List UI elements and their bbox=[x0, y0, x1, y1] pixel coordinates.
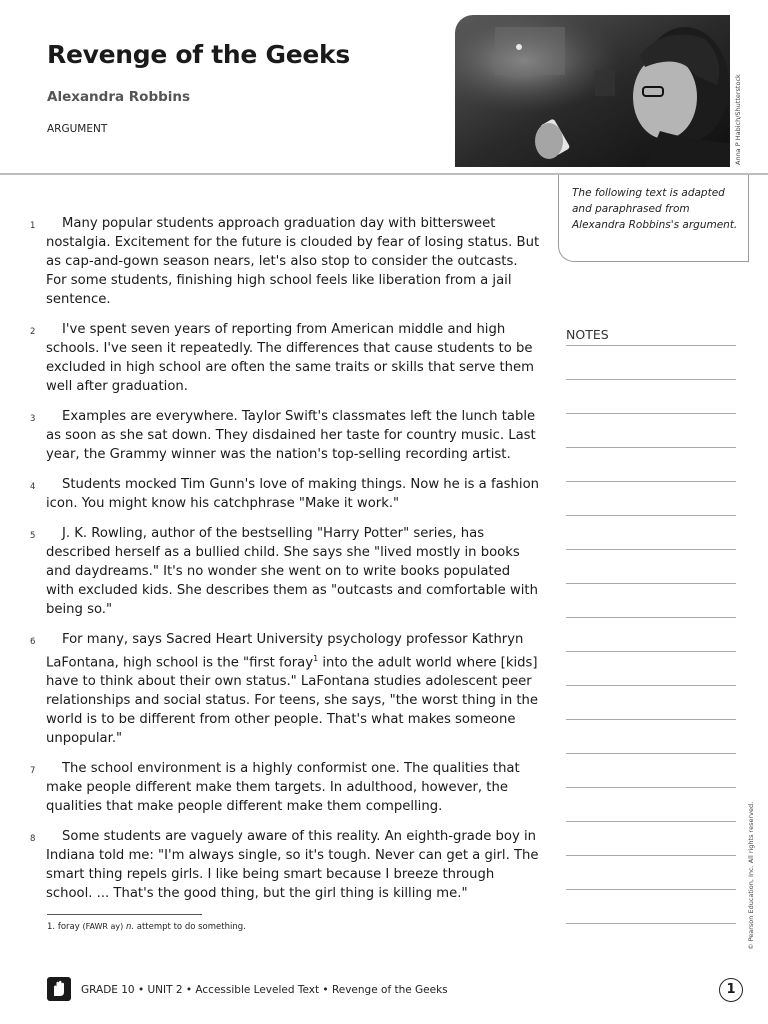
notes-line bbox=[566, 651, 736, 652]
intro-callout: The following text is adapted and paraphrased from Alexandra Robbins's argument. bbox=[558, 175, 749, 262]
notes-line bbox=[566, 685, 736, 686]
notes-line bbox=[566, 719, 736, 720]
paragraph bbox=[30, 320, 540, 396]
notes-line bbox=[566, 787, 736, 788]
notes-line bbox=[566, 821, 736, 822]
paragraph-text: Many popular students approach graduation day with bittersweet nostalgia. Excitement for the future is clouded by fear of losing status. But as cap-and-gown season nears, let's also stop to consider the outcasts. For some students, finishing high school feels like liberation from a jail sentence. bbox=[46, 216, 540, 307]
paragraph-text: Students mocked Tim Gunn's love of making things. Now he is a fashion icon. You might know his catchphrase "Make it work." bbox=[46, 477, 540, 511]
paragraph bbox=[30, 475, 540, 513]
paragraph-text: Examples are everywhere. Taylor Swift's classmates left the lunch table as soon as she sat down. They disdained her taste for country music. Last year, the Grammy winner was the nation's top-selling recording artist. bbox=[46, 409, 536, 462]
hand-icon bbox=[47, 977, 71, 1001]
paragraph-number: 4 bbox=[30, 482, 36, 492]
header-photo bbox=[455, 15, 730, 167]
paragraph bbox=[30, 827, 540, 903]
author-name: Alexandra Robbins bbox=[47, 89, 191, 105]
paragraph-text bbox=[46, 630, 540, 748]
footnote-pronunciation: (FAWR ay) bbox=[82, 922, 124, 931]
paragraph bbox=[30, 407, 540, 464]
paragraph-number: 2 bbox=[30, 327, 36, 337]
paragraph-number: 1 bbox=[30, 221, 36, 231]
footer-text: GRADE 10 • UNIT 2 • Accessible Leveled Text • Revenge of the Geeks bbox=[81, 984, 448, 996]
photo-credit: Anna P Habich/Shutterstock bbox=[734, 74, 742, 165]
footnote-term: foray bbox=[57, 922, 80, 932]
paragraph-number: 7 bbox=[30, 766, 36, 777]
footnote-ref: 1 bbox=[313, 654, 319, 663]
page-number: 1 bbox=[719, 978, 743, 1002]
footnote-definition: attempt to do something. bbox=[136, 922, 246, 932]
paragraph-number: 3 bbox=[30, 414, 36, 424]
copyright-notice: © Pearson Education, Inc. All rights reserved. bbox=[747, 801, 755, 950]
notes-line bbox=[566, 413, 736, 414]
notes-line bbox=[566, 583, 736, 584]
paragraph bbox=[30, 214, 540, 309]
paragraph-text: J. K. Rowling, author of the bestselling "Harry Potter" series, has described herself as a bullied child. She says she "lived mostly in books and daydreams." It's no wonder she went on to write books populated with excluded kids. She describes them as "outcasts and comfortable with being so." bbox=[46, 526, 538, 617]
notes-line bbox=[566, 447, 736, 448]
notes-line bbox=[566, 753, 736, 754]
footnote-part-of-speech: n. bbox=[125, 922, 135, 932]
notes-line bbox=[566, 855, 736, 856]
notes-label: NOTES bbox=[566, 327, 609, 342]
notes-line bbox=[566, 923, 736, 924]
notes-line bbox=[566, 549, 736, 550]
notes-line bbox=[566, 379, 736, 380]
notes-line bbox=[566, 345, 736, 346]
document-title: Revenge of the Geeks bbox=[47, 40, 350, 69]
paragraph-text-part: For many, says Sacred Heart University psychology professor Kathryn LaFontana, high school is the "first foray bbox=[46, 632, 524, 671]
notes-area bbox=[566, 345, 736, 957]
footnote-divider bbox=[47, 914, 202, 915]
paragraph-text: The school environment is a highly conformist one. The qualities that make people different make them targets. In adulthood, however, the qualities that make people different make them compelling. bbox=[46, 761, 520, 815]
paragraph bbox=[30, 759, 540, 816]
paragraph-number: 6 bbox=[30, 637, 36, 647]
notes-line bbox=[566, 889, 736, 890]
paragraph-number: 5 bbox=[30, 531, 36, 541]
notes-line bbox=[566, 515, 736, 516]
paragraph bbox=[30, 630, 540, 748]
paragraph-text-part: into the adult world where [kids] have to think about their own status." LaFontana studies adolescent peer relationships and social status. For teens, she says, "the worst thing in the world is to be different from other people. That's what makes someone unpopular." bbox=[46, 655, 539, 747]
paragraph-text: I've spent seven years of reporting from American middle and high schools. I've seen it repeatedly. The differences that cause students to be excluded in high school are often the same traits or skills that serve them well after graduation. bbox=[46, 322, 534, 394]
paragraph bbox=[30, 524, 540, 619]
notes-line bbox=[566, 617, 736, 618]
article-body bbox=[30, 214, 540, 914]
footnote bbox=[47, 922, 246, 932]
genre-label: ARGUMENT bbox=[47, 123, 108, 135]
paragraph-text: Some students are vaguely aware of this reality. An eighth-grade boy in Indiana told me: "I'm always single, so it's tough. Never can get a girl. The smart thing repels girls. I like being smart because I breeze through school. ... That's the good thing, but the girl thing is killing me." bbox=[46, 829, 539, 902]
paragraph-number: 8 bbox=[30, 834, 36, 845]
notes-line bbox=[566, 481, 736, 482]
footnote-number: 1. bbox=[47, 922, 56, 932]
